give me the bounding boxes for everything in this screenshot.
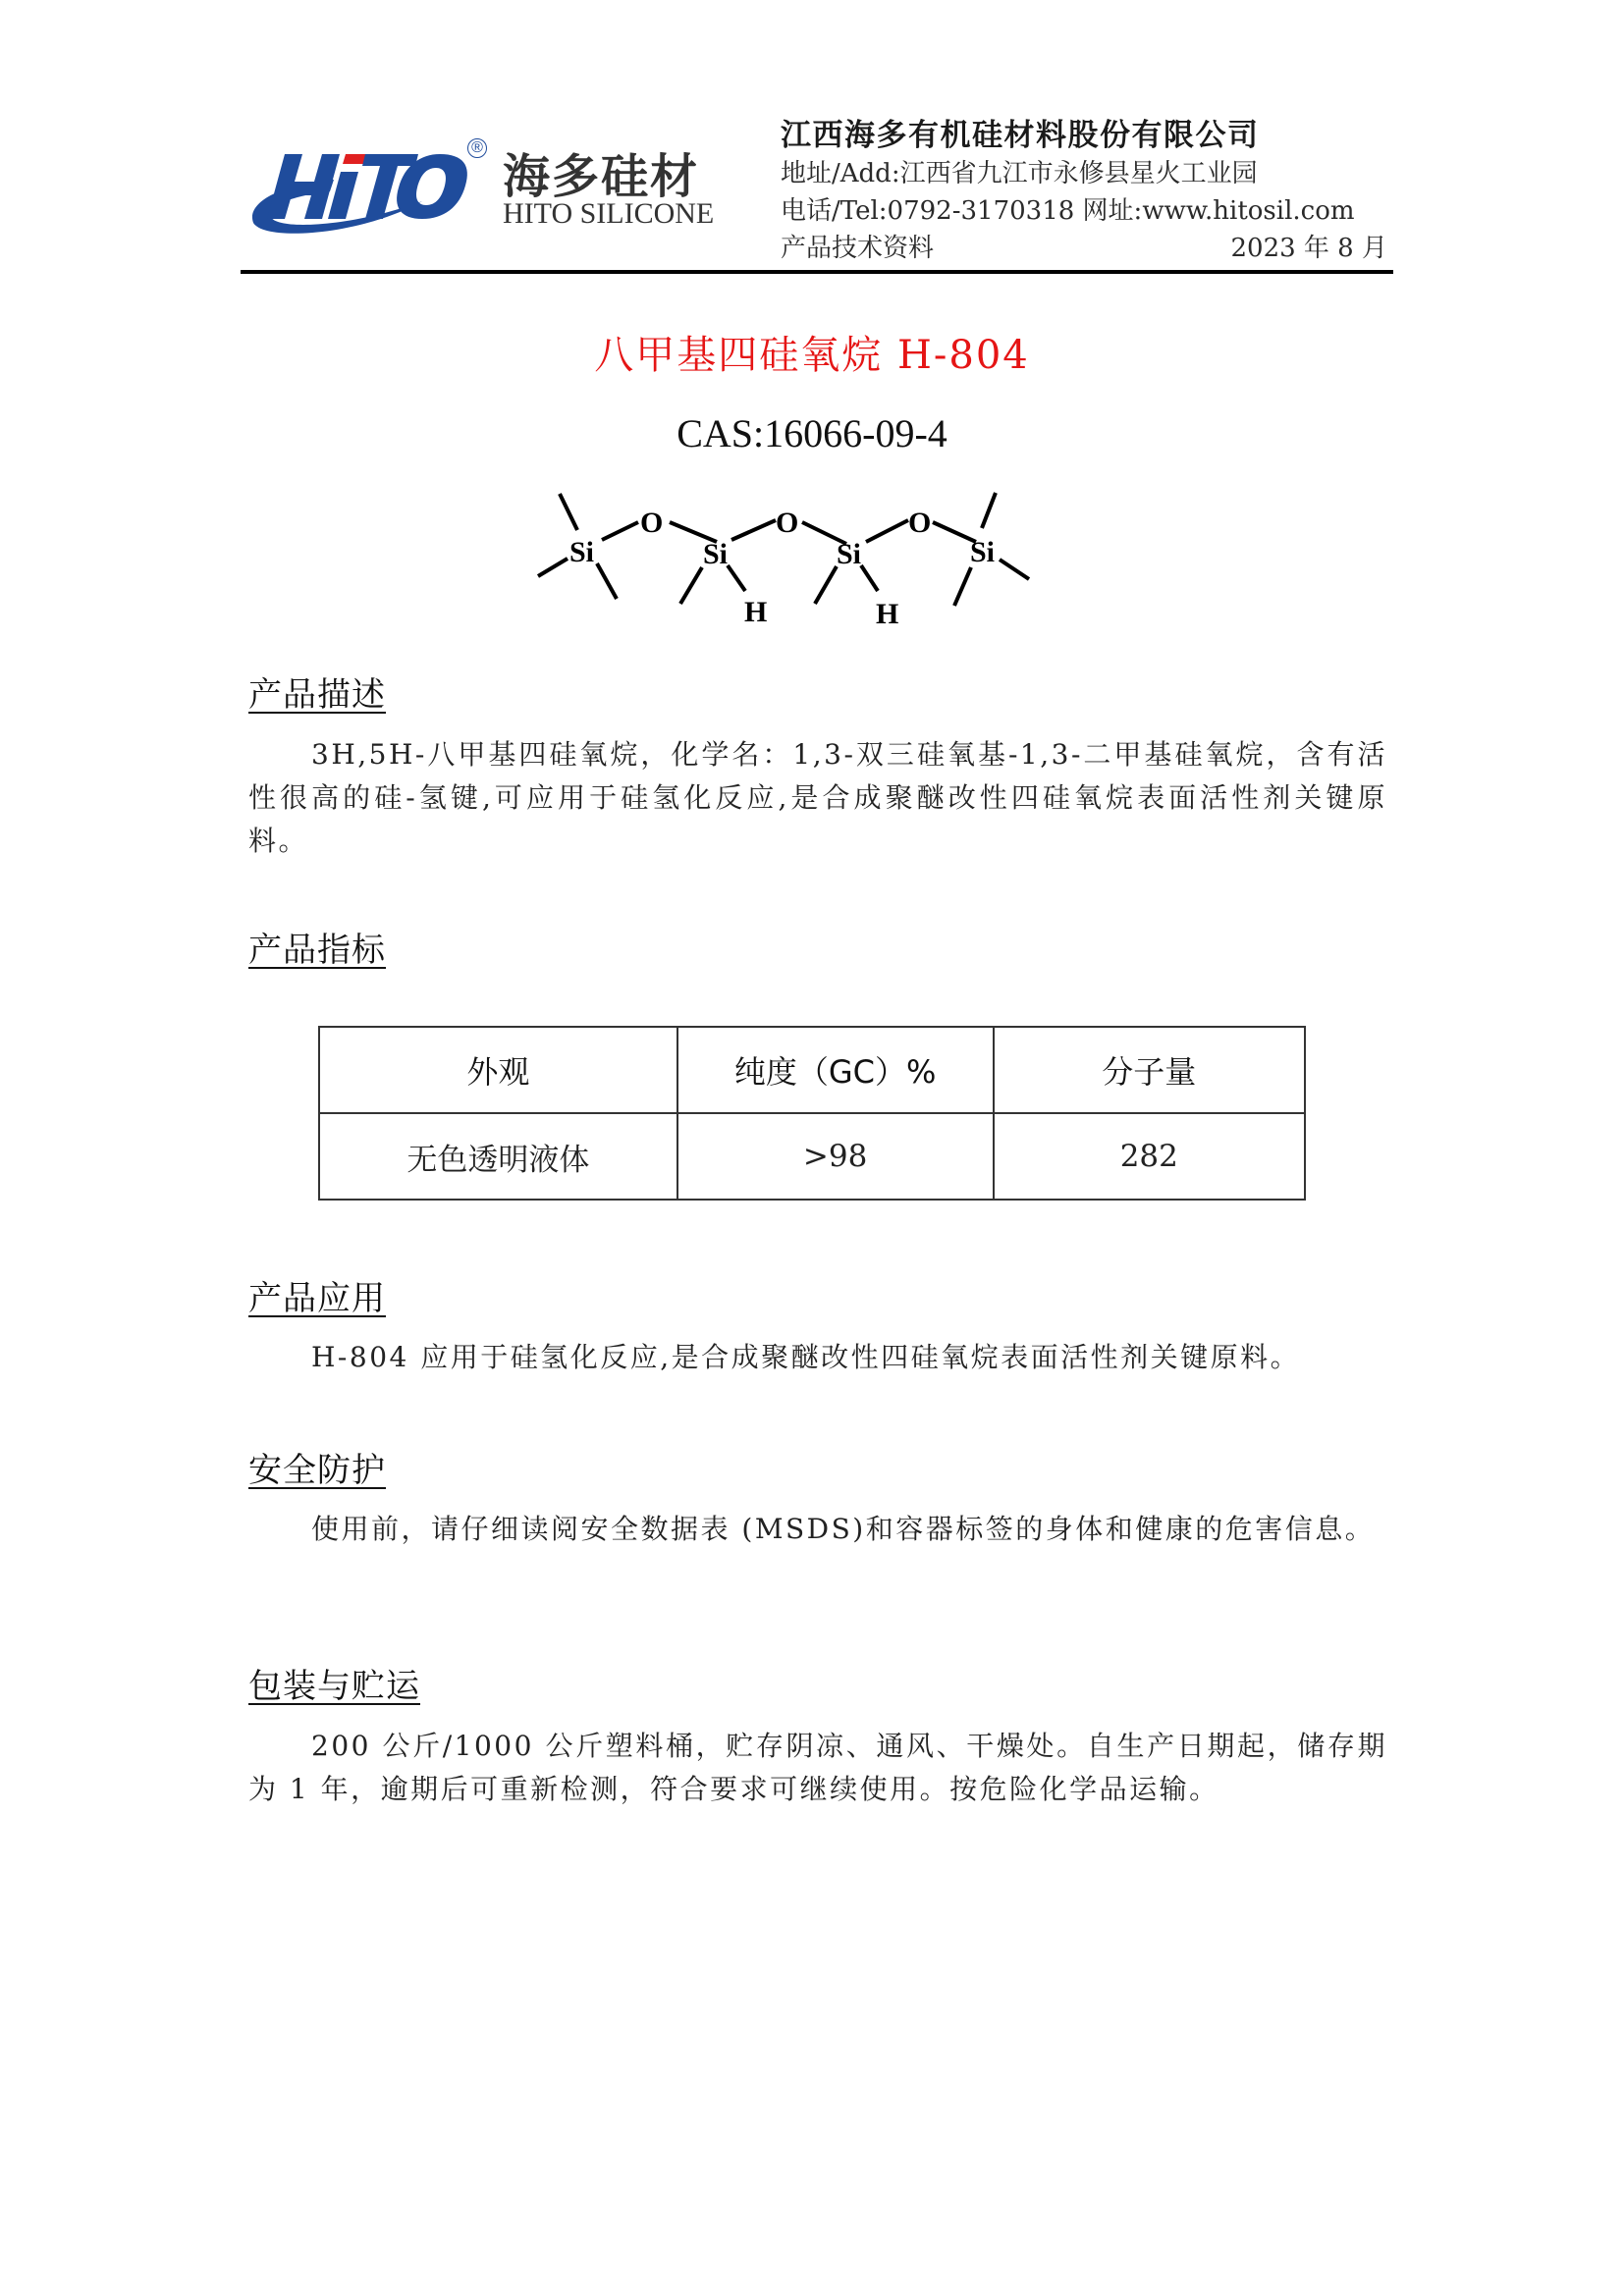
section-heading-specs: 产品指标 (248, 931, 386, 970)
logo-english-name: HITO SILICONE (503, 197, 715, 230)
table-cell-purity: >98 (677, 1113, 994, 1200)
table-cell-molecular-weight: 282 (994, 1113, 1305, 1200)
table-header-purity: 纯度（GC）% (677, 1027, 994, 1113)
company-contact: 电话/Tel:0792-3170318 网址:www.hitosil.com (781, 196, 1355, 226)
section-heading-safety: 安全防护 (248, 1451, 386, 1490)
atom-o-3: O (908, 507, 932, 539)
application-text: H-804 应用于硅氢化反应,是合成聚醚改性四硅氧烷表面活性剂关键原料。 (311, 1341, 1301, 1373)
header-divider (241, 270, 1393, 274)
atom-h-2: H (876, 598, 899, 630)
section-heading-application: 产品应用 (248, 1279, 386, 1318)
chemical-structure-icon (530, 481, 1100, 638)
product-title: 八甲基四硅氧烷 H-804 (594, 333, 1030, 378)
table-header-molecular-weight: 分子量 (994, 1027, 1305, 1113)
cas-number: CAS:16066-09-4 (677, 411, 947, 455)
doc-meta-row (781, 230, 1387, 267)
atom-si-3: Si (837, 538, 862, 570)
molecule-structure-diagram (530, 481, 1100, 638)
section-heading-packaging: 包装与贮运 (248, 1667, 420, 1706)
registered-mark: ® (467, 138, 487, 158)
atom-o-1: O (640, 507, 664, 539)
company-info (781, 116, 1389, 267)
atom-si-1: Si (569, 536, 595, 568)
doc-date: 2023 年 8 月 (1230, 234, 1387, 263)
safety-text: 使用前，请仔细读阅安全数据表 (MSDS)和容器标签的身体和健康的危害信息。 (311, 1513, 1376, 1545)
doc-type: 产品技术资料 (781, 234, 935, 263)
table-cell-appearance: 无色透明液体 (319, 1113, 677, 1200)
description-text: 3H,5H-八甲基四硅氧烷，化学名：1,3-双三硅氧基-1,3-二甲基硅氧烷，含有活性很高的硅-氢键,可应用于硅氢化反应,是合成聚醚改性四硅氧烷表面活性剂关键原料。 (248, 738, 1387, 857)
packaging-text: 200 公斤/1000 公斤塑料桶，贮存阴凉、通风、干燥处。自生产日期起，储存期为 1 年，逾期后可重新检测，符合要求可继续使用。按危险化学品运输。 (248, 1730, 1387, 1805)
company-address: 地址/Add:江西省九江市永修县星火工业园 (781, 159, 1258, 188)
atom-si-4: Si (970, 536, 996, 568)
company-name: 江西海多有机硅材料股份有限公司 (781, 118, 1260, 153)
spec-table (318, 1026, 1306, 1201)
atom-si-2: Si (703, 538, 729, 570)
table-header-appearance: 外观 (319, 1027, 677, 1113)
company-logo (245, 133, 717, 240)
logo-chinese-name: 海多硅材 (503, 149, 700, 204)
table-row (319, 1113, 1305, 1200)
hito-logo-icon (245, 133, 471, 240)
table-header-row (319, 1027, 1305, 1113)
section-heading-description: 产品描述 (248, 675, 386, 715)
atom-o-2: O (776, 507, 799, 539)
atom-h-1: H (744, 596, 768, 628)
